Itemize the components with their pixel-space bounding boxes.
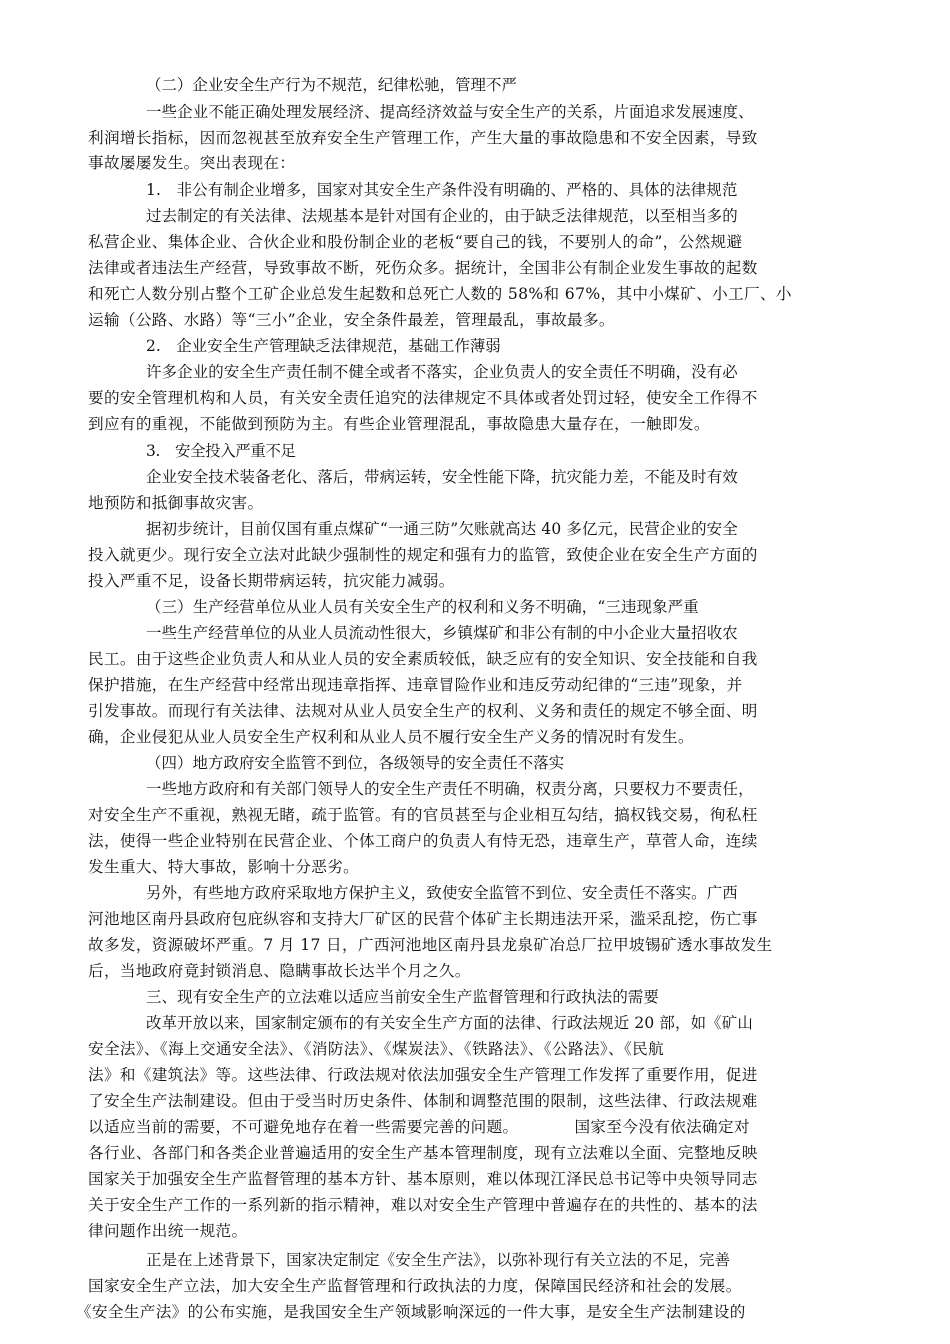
paragraph-line: 运输（公路、水路）等“三小”企业，安全条件最差，管理最乱，事故最多。 (88, 311, 615, 329)
paragraph-line: 法律或者违法生产经营，导致事故不断，死伤众多。据统计，全国非公有制企业发生事故的起数 (88, 259, 758, 277)
paragraph-line: 到应有的重视，不能做到预防为主。有些企业管理混乱，事故隐患大量存在，一触即发。 (88, 415, 710, 433)
paragraph-line: 利润增长指标，因而忽视甚至放弃安全生产管理工作，产生大量的事故隐患和不安全因素，导致 (88, 129, 758, 147)
paragraph-line: 对安全生产不重视，熟视无睹，疏于监管。有的官员甚至与企业相互勾结，搞权钱交易，徇私枉 (88, 806, 758, 824)
paragraph-line: 了安全生产法制建设。但由于受当时历史条件、体制和调整范围的限制，这些法律、行政法规难 (88, 1092, 758, 1110)
paragraph-line: 一些地方政府和有关部门领导人的安全生产责任不明确，权责分离，只要权力不要责任， (146, 780, 754, 798)
section-heading-3: （三）生产经营单位从业人员有关安全生产的权利和义务不明确，“三违现象严重 (146, 598, 699, 616)
paragraph-line: 私营企业、集体企业、合伙企业和股份制企业的老板“要自己的钱，不要别人的命”，公然规避 (88, 233, 743, 251)
section-heading-4: （四）地方政府安全监管不到位，各级领导的安全责任不落实 (146, 754, 565, 772)
subheading-3: 3. 安全投入严重不足 (146, 442, 296, 460)
paragraph-line: 律问题作出统一规范。 (88, 1222, 248, 1240)
paragraph-line: 关于安全生产工作的一系列新的指示精神，难以对安全生产管理中普遍存在的共性的、基本的法 (88, 1196, 758, 1214)
paragraph-line: 和死亡人数分别占整个工矿企业总发生起数和总死亡人数的 58%和 67%，其中小煤矿、小工厂、小 (88, 285, 792, 303)
paragraph-line: 投入严重不足，设备长期带病运转，抗灾能力减弱。 (88, 572, 455, 590)
paragraph-line: 民工。由于这些企业负责人和从业人员的安全素质较低，缺乏应有的安全知识、安全技能和自我 (88, 650, 758, 668)
paragraph-line: 发生重大、特大事故，影响十分恶劣。 (88, 858, 360, 876)
paragraph-line: 国家关于加强安全生产监督管理的基本方针、基本原则，难以体现江泽民总书记等中央领导同志 (88, 1170, 758, 1188)
paragraph-line: 许多企业的安全生产责任制不健全或者不落实，企业负责人的安全责任不明确，没有必 (146, 363, 738, 381)
section-heading-2: （二）企业安全生产行为不规范，纪律松驰，管理不严 (146, 76, 517, 94)
paragraph-line: 投入就更少。现行安全立法对此缺少强制性的规定和强有力的监管，致使企业在安全生产方面的 (88, 546, 758, 564)
paragraph-line: 地预防和抵御事故灾害。 (88, 494, 264, 512)
chapter-heading-3: 三、现有安全生产的立法难以适应当前安全生产监督管理和行政执法的需要 (146, 988, 659, 1006)
paragraph-line: 法》和《建筑法》等。这些法律、行政法规对依法加强安全生产管理工作发挥了重要作用，促进 (88, 1066, 758, 1084)
paragraph-line: 要的安全管理机构和人员，有关安全责任追究的法律规定不具体或者处罚过轻，使安全工作得不 (88, 389, 758, 407)
subheading-1: 1. 非公有制企业增多，国家对其安全生产条件没有明确的、严格的、具体的法律规范 (146, 181, 738, 199)
paragraph-line: 一些生产经营单位的从业人员流动性很大，乡镇煤矿和非公有制的中小企业大量招收农 (146, 624, 738, 642)
paragraph-line: 国家安全生产立法，加大安全生产监督管理和行政执法的力度，保障国民经济和社会的发展。 (88, 1277, 742, 1295)
paragraph-line: 各行业、各部门和各类企业普遍适用的安全生产基本管理制度，现有立法难以全面、完整地反映 (88, 1144, 758, 1162)
paragraph-line: 另外，有些地方政府采取地方保护主义，致使安全监管不到位、安全责任不落实。广西 (146, 884, 738, 902)
subheading-2: 2. 企业安全生产管理缺乏法律规范，基础工作薄弱 (146, 337, 501, 355)
paragraph-line: 引发事故。而现行有关法律、法规对从业人员安全生产的权利、义务和责任的规定不够全面、明 (88, 702, 758, 720)
paragraph-line: 法，使得一些企业特别在民营企业、个体工商户的负责人有恃无恐，违章生产，草菅人命，连续 (88, 832, 758, 850)
paragraph-line: 确，企业侵犯从业人员安全生产权利和从业人员不履行安全生产义务的情况时有发生。 (88, 728, 694, 746)
paragraph-line: 《安全生产法》的公布实施，是我国安全生产领域影响深远的一件大事，是安全生产法制建设的 (76, 1303, 746, 1321)
paragraph-line: 事故屡屡发生。突出表现在： (88, 154, 296, 172)
paragraph-line: 改革开放以来，国家制定颁布的有关安全生产方面的法律、行政法规近 20 部，如《矿山 (146, 1014, 753, 1032)
paragraph-line: 企业安全技术装备老化、落后，带病运转，安全性能下降，抗灾能力差，不能及时有效 (146, 468, 738, 486)
paragraph-line: 安全法》、《海上交通安全法》、《消防法》、《煤炭法》、《铁路法》、《公路法》、《民航 (88, 1040, 665, 1058)
paragraph-line: 故多发，资源破坏严重。7 月 17 日，广西河池地区南丹县龙泉矿冶总厂拉甲坡锡矿透水事故发生 (88, 936, 773, 954)
paragraph-line: 正是在上述背景下，国家决定制定《安全生产法》，以弥补现行有关立法的不足，完善 (146, 1251, 731, 1269)
paragraph-line: 一些企业不能正确处理发展经济、提高经济效益与安全生产的关系，片面追求发展速度、 (146, 103, 754, 121)
paragraph-line: 保护措施，在生产经营中经常出现违章指挥、违章冒险作业和违反劳动纪律的“三违”现象，并 (88, 676, 743, 694)
paragraph-line: 过去制定的有关法律、法规基本是针对国有企业的，由于缺乏法律规范，以至相当多的 (146, 207, 738, 225)
paragraph-line: 以适应当前的需要，不可避免地存在着一些需要完善的问题。 国家至今没有依法确定对 (88, 1118, 750, 1136)
paragraph-line: 据初步统计，目前仅国有重点煤矿“一通三防”欠账就高达 40 多亿元，民营企业的安全 (146, 520, 738, 538)
paragraph-line: 后，当地政府竟封锁消息、隐瞒事故长达半个月之久。 (88, 962, 471, 980)
paragraph-line: 河池地区南丹县政府包庇纵容和支持大厂矿区的民营个体矿主长期违法开采，滥采乱挖，伤亡事 (88, 910, 758, 928)
